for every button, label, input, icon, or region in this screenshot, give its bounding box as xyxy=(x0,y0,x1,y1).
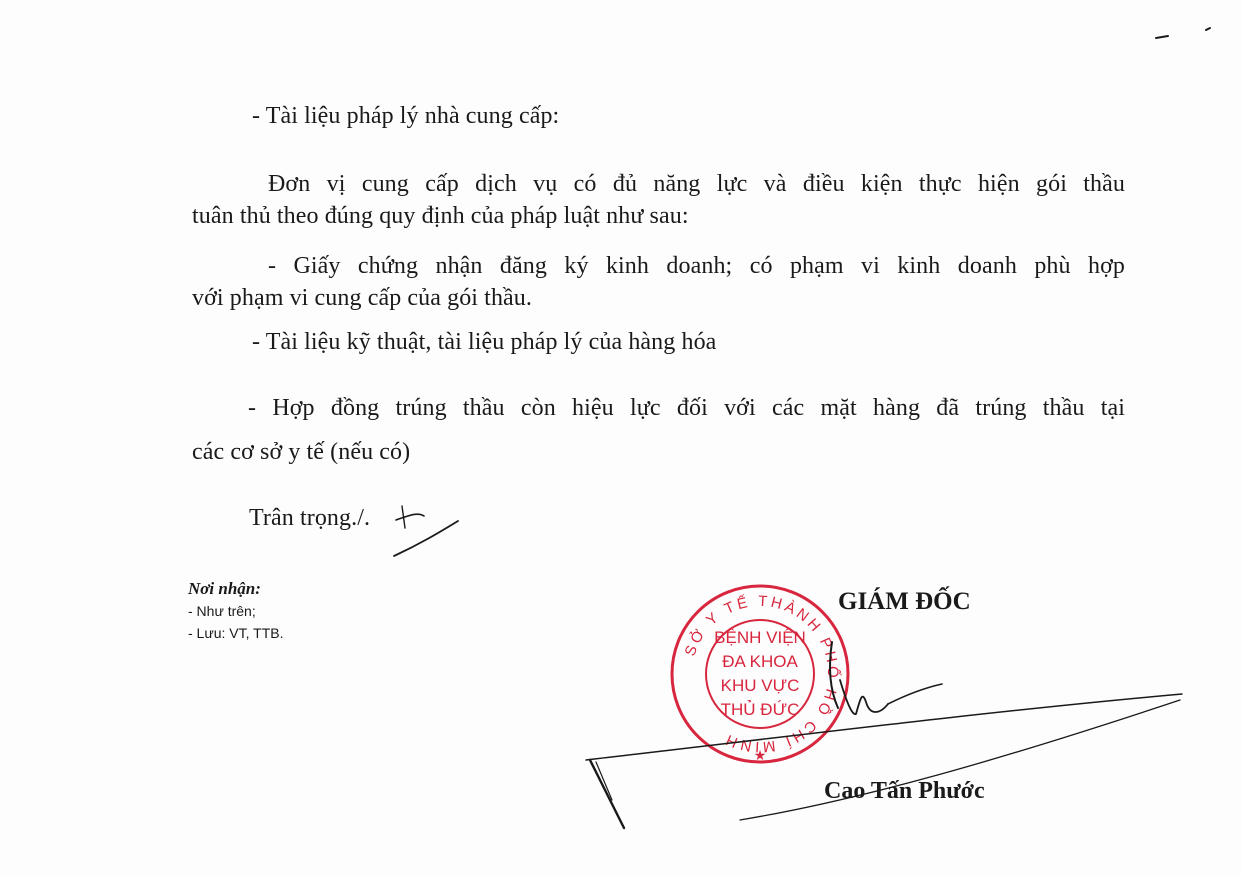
seal-inner-line: THỦ ĐỨC xyxy=(720,700,800,719)
official-seal xyxy=(668,582,852,766)
seal-inner-line: KHU VỰC xyxy=(720,676,800,695)
tech-docs-line: - Tài liệu kỹ thuật, tài liệu pháp lý của hàng hóa xyxy=(252,329,717,355)
legal-docs-heading: - Tài liệu pháp lý nhà cung cấp: xyxy=(252,103,560,129)
bullet-line: với phạm vi cung cấp của gói thầu. xyxy=(192,285,532,311)
contract-line: - Hợp đồng trúng thầu còn hiệu lực đối với các mặt hàng đã trúng thầu tại xyxy=(248,395,1125,421)
closing-text: Trân trọng./. xyxy=(249,505,371,531)
recipient-item: - Lưu: VT, TTB. xyxy=(188,625,284,641)
signer-title: GIÁM ĐỐC xyxy=(838,588,971,615)
svg-text:SỞ Y TẾ THÀNH PHỐ HỒ CHÍ MINH: SỞ Y TẾ THÀNH PHỐ HỒ CHÍ MINH xyxy=(681,592,842,756)
recipient-item: - Như trên; xyxy=(188,603,256,619)
recipients-title: Nơi nhận: xyxy=(188,579,261,598)
signer-name: Cao Tấn Phước xyxy=(824,778,985,804)
paragraph-line: Đơn vị cung cấp dịch vụ có đủ năng lực và điều kiện thực hiện gói thầu xyxy=(268,171,1125,197)
bullet-line: - Giấy chứng nhận đăng ký kinh doanh; có phạm vi kinh doanh phù hợp xyxy=(268,253,1125,279)
svg-text:★: ★ xyxy=(753,749,767,764)
seal-inner-line: BỆNH VIỆN xyxy=(714,628,806,647)
recipients-block xyxy=(188,578,283,644)
paragraph-line: tuân thủ theo đúng quy định của pháp luật như sau: xyxy=(192,203,689,229)
contract-line: các cơ sở y tế (nếu có) xyxy=(192,439,411,465)
seal-inner-line: ĐA KHOA xyxy=(722,652,798,671)
